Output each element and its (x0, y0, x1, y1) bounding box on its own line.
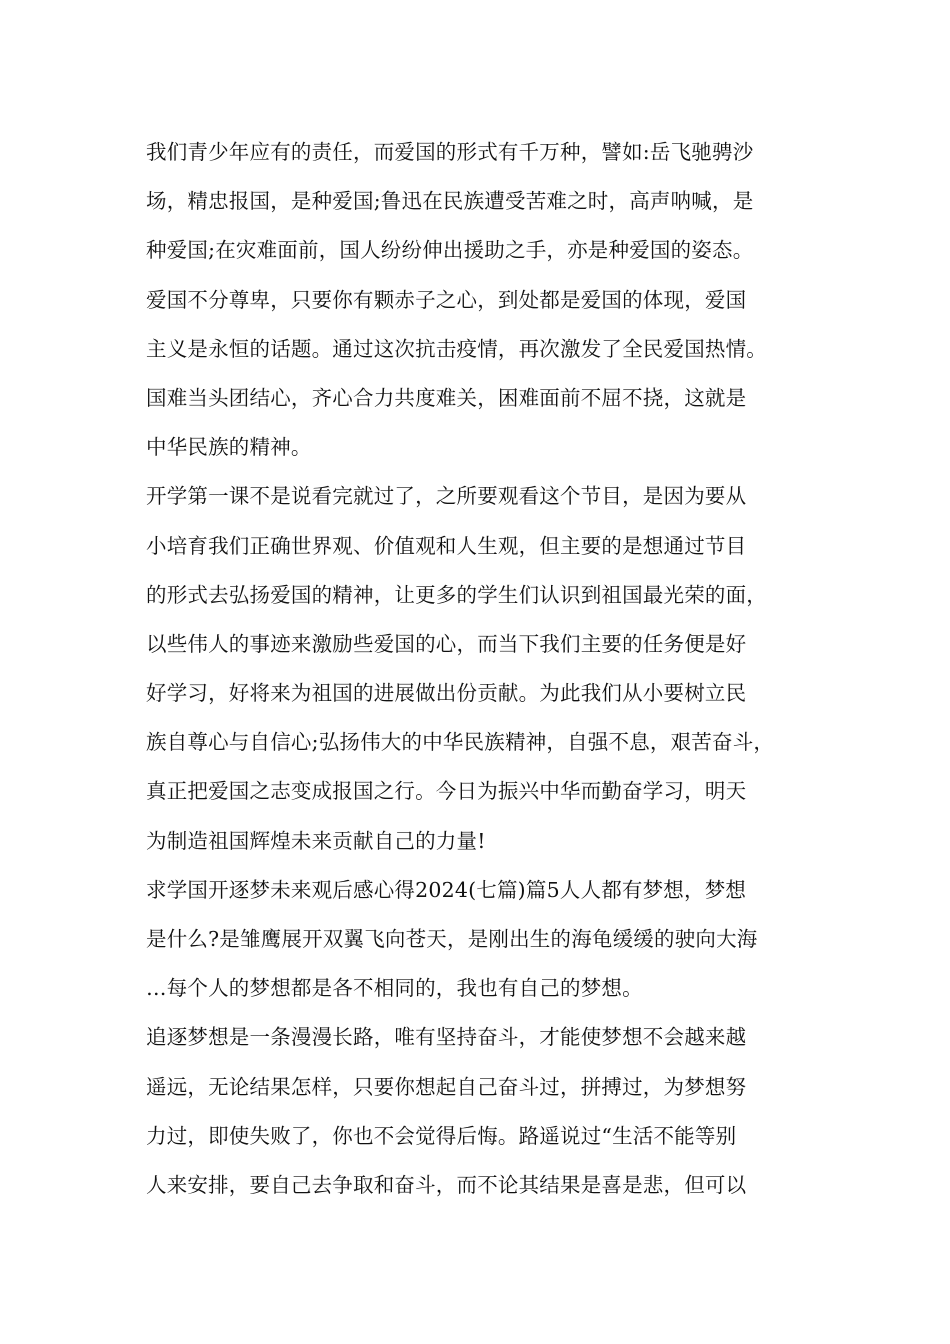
text-line: 爱国不分尊卑，只要你有颗赤子之心，到处都是爱国的体现，爱国 (146, 287, 747, 312)
text-line: 中华民族的精神。 (146, 435, 312, 460)
text-line: 的形式去弘扬爱国的精神，让更多的学生们认识到祖国最光荣的面， (146, 582, 767, 607)
text-line: 小培育我们正确世界观、价值观和人生观，但主要的是想通过节目 (146, 533, 747, 558)
text-line: 开学第一课不是说看完就过了，之所要观看这个节目，是因为要从 (146, 484, 747, 509)
text-line: 国难当头团结心，齐心合力共度难关，困难面前不屈不挠，这就是 (146, 385, 747, 410)
text-line: 场，精忠报国，是种爱国;鲁迅在民族遭受苦难之时，高声呐喊，是 (146, 189, 754, 214)
text-line: 人来安排，要自己去争取和奋斗，而不论其结果是喜是悲，但可以 (146, 1172, 747, 1197)
text-line: 力过，即使失败了，你也不会觉得后悔。路遥说过“生活不能等别 (146, 1123, 737, 1148)
text-line: …每个人的梦想都是各不相同的，我也有自己的梦想。 (146, 976, 643, 1001)
text-line: 以些伟人的事迹来激励些爱国的心，而当下我们主要的任务便是好 (146, 631, 747, 656)
text-line: 族自尊心与自信心;弘扬伟大的中华民族精神，自强不息，艰苦奋斗， (146, 730, 775, 755)
text-line: 为制造祖国辉煌未来贡献自己的力量! (146, 828, 486, 853)
text-line: 我们青少年应有的责任，而爱国的形式有千万种，譬如:岳飞驰骋沙 (146, 140, 754, 164)
text-line: 是什么?是雏鹰展开双翼飞向苍天，是刚出生的海龟缓缓的驶向大海 (146, 927, 758, 951)
text-line: 主义是永恒的话题。通过这次抗击疫情，再次激发了全民爱国热情。 (146, 336, 767, 361)
text-line: 追逐梦想是一条漫漫长路，唯有坚持奋斗，才能使梦想不会越来越 (146, 1025, 747, 1050)
text-line: 种爱国;在灾难面前，国人纷纷伸出援助之手，亦是种爱国的姿态。 (146, 238, 754, 263)
text-line: 求学国开逐梦未来观后感心得2024(七篇)篇5人人都有梦想，梦想 (146, 877, 747, 902)
text-line: 真正把爱国之志变成报国之行。今日为振兴中华而勤奋学习，明天 (146, 779, 747, 804)
text-line: 遥远，无论结果怎样，只要你想起自己奋斗过，拼搏过，为梦想努 (146, 1074, 747, 1099)
body-text (146, 128, 826, 1210)
text-line: 好学习，好将来为祖国的进展做出份贡献。为此我们从小要树立民 (146, 681, 747, 706)
